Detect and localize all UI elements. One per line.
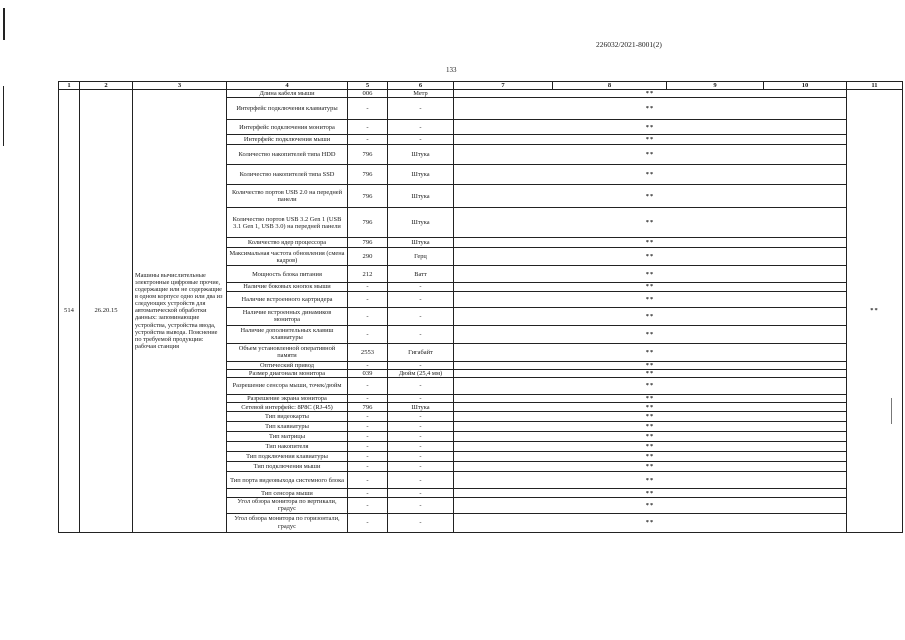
unit-cell: - (388, 412, 454, 422)
characteristic-value-cell: ** (454, 325, 847, 343)
characteristic-value-cell: ** (454, 432, 847, 442)
unit-cell: Дюйм (25,4 мм) (388, 369, 454, 377)
unit-cell: Штука (388, 403, 454, 412)
okei-code-cell: - (348, 489, 388, 498)
characteristic-name-cell: Мощность блока питания (227, 266, 348, 283)
characteristic-name-cell: Тип порта видеовыхода системного блока (227, 472, 348, 489)
unit-cell: - (388, 283, 454, 291)
okei-code-cell: 796 (348, 238, 388, 248)
characteristic-value-cell: ** (454, 208, 847, 238)
okei-code-cell: - (348, 412, 388, 422)
okei-code-cell: - (348, 98, 388, 120)
characteristic-name-cell: Угол обзора монитора по вертикали, градус (227, 498, 348, 513)
okei-code-cell: - (348, 325, 388, 343)
register-table (58, 81, 903, 533)
characteristic-value-cell: ** (454, 90, 847, 98)
characteristic-value-cell: ** (454, 343, 847, 361)
okei-code-cell: - (348, 422, 388, 432)
characteristic-value-cell: ** (454, 462, 847, 472)
okei-code-cell: - (348, 513, 388, 532)
unit-cell: Гигабайт (388, 343, 454, 361)
characteristic-value-cell: ** (454, 120, 847, 135)
characteristic-value-cell: ** (454, 266, 847, 283)
characteristic-name-cell: Длина кабеля мыши (227, 90, 348, 98)
okei-code-cell: - (348, 283, 388, 291)
characteristic-value-cell: ** (454, 369, 847, 377)
unit-cell: - (388, 135, 454, 145)
characteristic-name-cell: Интерфейс подключения клавиатуры (227, 98, 348, 120)
okei-code-cell: 290 (348, 248, 388, 266)
characteristic-name-cell: Тип сенсора мыши (227, 489, 348, 498)
unit-cell: - (388, 307, 454, 325)
characteristic-value-cell: ** (454, 185, 847, 208)
okei-code-cell: - (348, 135, 388, 145)
okei-code-cell: 006 (348, 90, 388, 98)
okei-code-cell: - (348, 452, 388, 462)
okei-code-cell: 796 (348, 185, 388, 208)
characteristic-value-cell: ** (454, 472, 847, 489)
unit-cell: - (388, 361, 454, 369)
characteristic-name-cell: Тип накопителя (227, 442, 348, 452)
unit-cell: - (388, 432, 454, 442)
okei-code-cell: - (348, 442, 388, 452)
document-id: 226032/2021-8001(2) (596, 40, 662, 49)
page-number: 133 (446, 66, 457, 74)
header-cell: 6 (388, 82, 454, 90)
characteristic-value-cell: ** (454, 395, 847, 403)
characteristic-value-cell: ** (454, 513, 847, 532)
characteristic-name-cell: Интерфейс подключения мыши (227, 135, 348, 145)
table-body (59, 82, 903, 533)
okei-code-cell: 2553 (348, 343, 388, 361)
characteristic-value-cell: ** (454, 403, 847, 412)
unit-cell: Штука (388, 185, 454, 208)
okei-code-cell: - (348, 378, 388, 395)
characteristic-name-cell: Разрешение сенсора мыши, точек/дюйм (227, 378, 348, 395)
characteristic-value-cell: ** (454, 442, 847, 452)
unit-cell: - (388, 489, 454, 498)
characteristic-name-cell: Количество накопителей типа HDD (227, 145, 348, 165)
characteristic-value-cell: ** (454, 98, 847, 120)
characteristic-value-cell: ** (454, 248, 847, 266)
characteristic-name-cell: Объем установленной оперативной памяти (227, 343, 348, 361)
unit-cell: Герц (388, 248, 454, 266)
characteristic-name-cell: Угол обзора монитора по горизонтали, градус (227, 513, 348, 532)
header-cell: 2 (80, 82, 133, 90)
entry-code-cell: 26.20.15 (80, 90, 133, 532)
characteristic-name-cell: Количество портов USB 2.0 на передней панели (227, 185, 348, 208)
okei-code-cell: 796 (348, 145, 388, 165)
entry-description-cell: Машины вычислительные электронные цифровые прочие, содержащие или не содержащие в одном корпусе одно или два из следующих устройств для автоматической обработки данных: запоминающие устройства, устройства ввода, устройства вывода. Пояснение по требуемой продукции: рабочая станция (133, 90, 227, 532)
characteristic-name-cell: Тип подключения клавиатуры (227, 452, 348, 462)
okei-code-cell: 212 (348, 266, 388, 283)
characteristic-name-cell: Тип клавиатуры (227, 422, 348, 432)
characteristic-name-cell: Тип видеокарты (227, 412, 348, 422)
okei-code-cell: 796 (348, 208, 388, 238)
okei-code-cell: 039 (348, 369, 388, 377)
okei-code-cell: - (348, 291, 388, 307)
header-cell: 3 (133, 82, 227, 90)
table-row (59, 90, 903, 98)
okei-code-cell: - (348, 472, 388, 489)
characteristic-value-cell: ** (454, 307, 847, 325)
unit-cell: - (388, 442, 454, 452)
okei-code-cell: - (348, 395, 388, 403)
characteristic-name-cell: Максимальная частота обновления (смена кадров) (227, 248, 348, 266)
unit-cell: Ватт (388, 266, 454, 283)
left-edge-mark (3, 86, 4, 146)
column-11-cell: ** (847, 90, 903, 532)
characteristic-name-cell: Оптический привод (227, 361, 348, 369)
characteristic-value-cell: ** (454, 283, 847, 291)
unit-cell: - (388, 120, 454, 135)
entry-number-cell: 514 (59, 90, 80, 532)
characteristic-value-cell: ** (454, 452, 847, 462)
unit-cell: - (388, 98, 454, 120)
characteristic-value-cell: ** (454, 378, 847, 395)
header-cell: 5 (348, 82, 388, 90)
characteristic-value-cell: ** (454, 412, 847, 422)
unit-cell: - (388, 498, 454, 513)
unit-cell: - (388, 452, 454, 462)
unit-cell: - (388, 422, 454, 432)
characteristic-value-cell: ** (454, 422, 847, 432)
characteristic-value-cell: ** (454, 498, 847, 513)
unit-cell: - (388, 291, 454, 307)
unit-cell: - (388, 472, 454, 489)
header-cell: 10 (764, 82, 847, 90)
characteristic-name-cell: Тип матрицы (227, 432, 348, 442)
characteristic-name-cell: Наличие боковых кнопок мыши (227, 283, 348, 291)
characteristic-name-cell: Тип подключения мыши (227, 462, 348, 472)
characteristic-name-cell: Наличие встроенного картридера (227, 291, 348, 307)
characteristic-value-cell: ** (454, 165, 847, 185)
characteristic-value-cell: ** (454, 489, 847, 498)
okei-code-cell: - (348, 498, 388, 513)
characteristic-name-cell: Количество портов USB 3.2 Gen 1 (USB 3.1 Gen 1, USB 3.0) на передней панели (227, 208, 348, 238)
okei-code-cell: - (348, 361, 388, 369)
characteristic-name-cell: Количество накопителей типа SSD (227, 165, 348, 185)
characteristic-value-cell: ** (454, 238, 847, 248)
unit-cell: - (388, 325, 454, 343)
characteristic-value-cell: ** (454, 291, 847, 307)
unit-cell: - (388, 513, 454, 532)
unit-cell: Штука (388, 238, 454, 248)
unit-cell: - (388, 462, 454, 472)
okei-code-cell: 796 (348, 403, 388, 412)
header-cell: 9 (667, 82, 764, 90)
characteristic-name-cell: Размер диагонали монитора (227, 369, 348, 377)
unit-cell: Метр (388, 90, 454, 98)
unit-cell: Штука (388, 208, 454, 238)
unit-cell: - (388, 395, 454, 403)
unit-cell: Штука (388, 165, 454, 185)
header-cell: 4 (227, 82, 348, 90)
header-cell: 11 (847, 82, 903, 90)
okei-code-cell: - (348, 462, 388, 472)
header-cell: 1 (59, 82, 80, 90)
unit-cell: Штука (388, 145, 454, 165)
header-cell: 8 (553, 82, 667, 90)
header-cell: 7 (454, 82, 553, 90)
characteristic-name-cell: Наличие дополнительных клавиш клавиатуры (227, 325, 348, 343)
characteristic-name-cell: Количество ядер процессора (227, 238, 348, 248)
characteristic-value-cell: ** (454, 361, 847, 369)
characteristic-name-cell: Интерфейс подключения монитора (227, 120, 348, 135)
okei-code-cell: - (348, 432, 388, 442)
left-edge-mark (3, 8, 5, 40)
okei-code-cell: 796 (348, 165, 388, 185)
characteristic-name-cell: Разрешение экрана монитора (227, 395, 348, 403)
characteristic-value-cell: ** (454, 145, 847, 165)
okei-code-cell: - (348, 120, 388, 135)
header-row (59, 82, 903, 90)
okei-code-cell: - (348, 307, 388, 325)
characteristic-name-cell: Сетевой интерфейс: 8P8C (RJ-45) (227, 403, 348, 412)
characteristic-value-cell: ** (454, 135, 847, 145)
characteristic-name-cell: Наличие встроенных динамиков монитора (227, 307, 348, 325)
unit-cell: - (388, 378, 454, 395)
